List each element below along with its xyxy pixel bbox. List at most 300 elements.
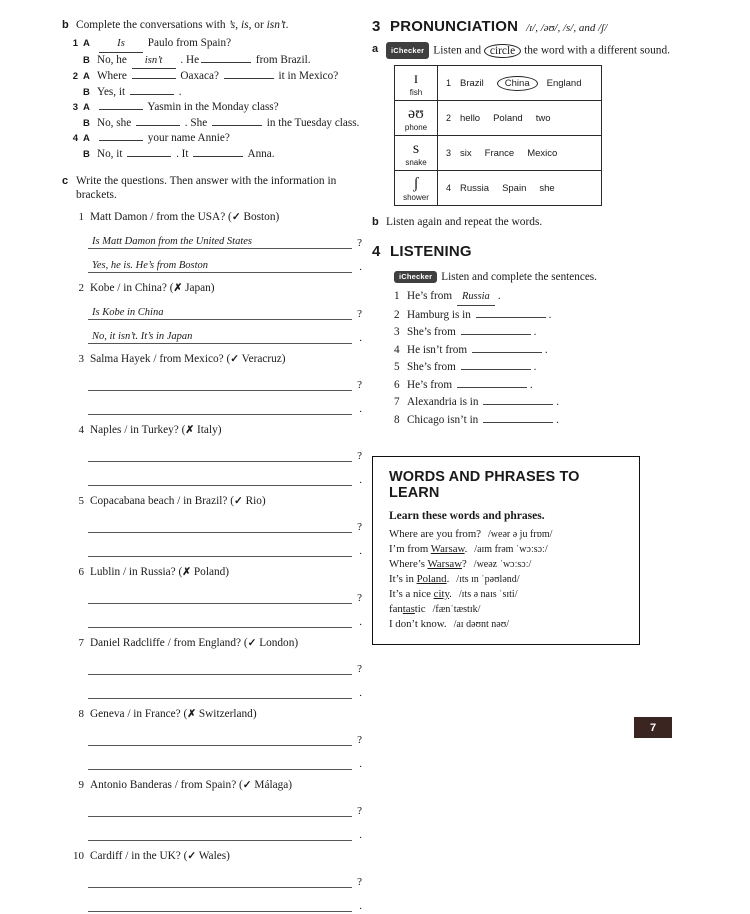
question-mark: ? (357, 379, 362, 391)
phonetic-transcription: /aɪm frəm ˈwɔːsɔː/ (474, 544, 548, 555)
conversation-speaker: A (83, 38, 90, 49)
question-item (62, 636, 362, 699)
text-fragment: . He (177, 53, 200, 66)
check-mark-icon: ✓ (231, 212, 241, 223)
instruction-italic-2: is (240, 19, 249, 31)
question-item (62, 707, 362, 770)
question-prompt-row (62, 210, 362, 225)
listening-number: 7 (394, 396, 400, 408)
listening-item (394, 358, 692, 376)
answer-blank[interactable] (193, 156, 243, 157)
period-mark: . (359, 332, 362, 344)
answer-blank[interactable]: isn’t (132, 53, 176, 70)
text-fragment: Anna. (245, 147, 275, 160)
question-item (62, 352, 362, 415)
check-mark-icon: ✓ (233, 496, 243, 507)
question-write-blank[interactable] (88, 519, 352, 533)
question-mark: ? (357, 876, 362, 888)
listening-text: He’s from (407, 378, 455, 391)
text-fragment: Where (97, 70, 130, 82)
listening-end-mark: . (556, 413, 559, 426)
conversation-line (62, 100, 362, 116)
listening-number: 4 (372, 243, 381, 260)
conversation-line (62, 85, 362, 101)
row-number: 1 (446, 77, 452, 88)
conversation-text (97, 147, 362, 163)
conversation-speaker: B (83, 54, 90, 66)
answer-write-blank[interactable] (88, 898, 352, 912)
listening-answer-blank[interactable] (476, 306, 546, 318)
conversation-line (62, 147, 362, 163)
check-mark-icon: ✓ (247, 638, 257, 649)
check-mark-icon: ✓ (242, 780, 252, 791)
pronunciation-b-letter: b (372, 216, 379, 228)
listening-end-mark: . (533, 326, 537, 338)
text-fragment: your name Annie? (145, 132, 230, 144)
exercise-b-letter: b (62, 19, 69, 31)
text-fragment: No, she (97, 116, 134, 129)
listening-answer-blank[interactable] (483, 411, 553, 423)
phrase-text: Where’s Warsaw? (389, 558, 467, 570)
question-answer-line (88, 873, 362, 888)
conversation-line (62, 36, 362, 53)
answer-blank[interactable] (130, 94, 174, 95)
listening-end-mark: . (529, 378, 533, 391)
pronunciation-table (394, 65, 602, 206)
period-mark: . (359, 616, 362, 628)
question-number: 8 (78, 708, 84, 720)
question-prompt: Daniel Radcliffe / from England? (✓ London) (90, 637, 299, 649)
question-write-blank[interactable]: Is Matt Damon from the United States (88, 235, 352, 249)
answer-blank[interactable] (201, 62, 251, 63)
answer-write-line (88, 897, 362, 912)
phrase-text: I don’t know. (389, 618, 447, 630)
conversation-text (97, 69, 362, 85)
question-prompt-row (62, 281, 362, 296)
answer-write-blank[interactable] (88, 472, 352, 486)
question-prompt: Naples / in Turkey? (✗ Italy) (90, 424, 222, 436)
conversation-number: 2 (72, 71, 78, 82)
question-write-blank[interactable] (88, 661, 352, 675)
check-mark-icon: ✗ (185, 425, 195, 436)
listening-text: She’s from (407, 361, 459, 373)
pronunciation-subtitle: /ɪ/, /əʊ/, /s/, and /ʃ/ (526, 22, 608, 34)
row-number: 3 (446, 147, 452, 158)
listening-end-mark: . (556, 396, 560, 408)
stress-underline: tas (402, 603, 415, 615)
question-prompt: Matt Damon / from the USA? (✓ Boston) (90, 211, 280, 223)
conversation-line (62, 131, 362, 147)
listening-number: 4 (394, 343, 400, 356)
question-item (62, 210, 362, 273)
pronunciation-row (395, 136, 602, 171)
question-mark: ? (357, 308, 362, 320)
answer-blank[interactable] (99, 140, 143, 141)
listening-item (394, 411, 692, 429)
question-write-blank[interactable] (88, 732, 352, 746)
answer-write-line (88, 542, 362, 557)
conversation-speaker: A (83, 133, 90, 144)
listening-text: She’s from (407, 326, 459, 338)
question-mark: ? (357, 663, 362, 675)
question-number: 3 (78, 353, 84, 365)
listening-number: 3 (394, 326, 400, 338)
instruction-mid-1: , (235, 19, 241, 31)
question-write-blank[interactable] (88, 590, 352, 604)
pronunciation-number: 3 (372, 18, 381, 35)
question-prompt-row (62, 423, 362, 438)
question-prompt-row (62, 352, 362, 367)
conversation-text (97, 100, 362, 116)
answer-write-line (88, 826, 362, 841)
pronunciation-heading (372, 18, 692, 35)
word-phrase-entry (389, 572, 625, 587)
word-option[interactable]: China (497, 76, 538, 91)
conversation-number: 3 (72, 102, 78, 113)
phrase-text: It’s in Poland. (389, 573, 450, 585)
text-fragment: Paulo from Spain? (145, 37, 232, 49)
listening-end-mark: . (533, 361, 537, 373)
phrase-text: I’m from Warsaw. (389, 543, 468, 555)
listening-number: 1 (394, 290, 400, 302)
question-number: 6 (78, 566, 84, 578)
period-mark: . (359, 687, 362, 699)
question-write-blank[interactable] (88, 448, 352, 462)
question-number: 7 (78, 637, 84, 649)
phonetic-transcription: /weəz ˈwɔːsɔː/ (473, 559, 532, 570)
question-mark: ? (357, 521, 362, 533)
answer-write-blank[interactable] (88, 756, 352, 770)
check-mark-icon: ✗ (187, 709, 197, 720)
text-fragment: Yasmin in the Monday class? (145, 101, 279, 113)
picture-label: phone (404, 123, 428, 132)
listening-item (394, 289, 692, 306)
answer-blank[interactable] (212, 125, 262, 126)
phonetic-transcription: /fænˈtæstɪk/ (432, 604, 481, 615)
question-mark: ? (357, 805, 362, 817)
question-prompt: Antonio Banderas / from Spain? (✓ Málaga) (90, 779, 293, 791)
check-mark-icon: ✗ (173, 283, 183, 294)
listening-text: Hamburg is in (407, 308, 474, 321)
word-choices-cell (438, 101, 602, 136)
words-box-entries (389, 527, 625, 632)
word-option[interactable]: six (460, 147, 472, 159)
text-fragment: No, he (97, 53, 130, 66)
word-option[interactable]: Poland (493, 112, 523, 124)
conversation-line (62, 53, 362, 70)
text-fragment: Yes, it (97, 85, 128, 98)
text-fragment: . She (181, 116, 210, 129)
word-phrase-entry (389, 527, 625, 542)
question-prompt: Cardiff / in the UK? (✓ Wales) (90, 850, 230, 862)
phonetic-transcription: /ɪts ɪn ˈpəʊlənd/ (456, 574, 520, 585)
text-fragment: it in Mexico? (275, 70, 339, 82)
pronunciation-part-b (372, 215, 692, 229)
question-number: 10 (73, 850, 84, 862)
listening-number: 6 (394, 378, 400, 391)
row-number: 4 (446, 182, 452, 193)
question-write-blank[interactable] (88, 377, 352, 391)
pronunciation-a-instruction (386, 42, 692, 59)
answer-write-line (88, 471, 362, 486)
listening-text: He isn’t from (407, 343, 470, 356)
question-prompt-row (62, 849, 362, 864)
question-mark: ? (357, 592, 362, 604)
sound-picture-cell (395, 101, 438, 136)
phrase-text: fantastic (389, 603, 426, 615)
phonetic-transcription: /weər ə ju frɒm/ (488, 529, 553, 540)
check-mark-icon: ✓ (230, 354, 240, 365)
listening-number: 8 (394, 413, 400, 426)
check-mark-icon: ✓ (187, 851, 197, 862)
word-option[interactable]: England (546, 77, 582, 89)
listening-item (394, 306, 692, 324)
answer-blank[interactable]: Is (99, 36, 143, 53)
left-column (62, 18, 362, 914)
stress-underline: Poland (416, 573, 447, 585)
pronunciation-b-instruction: Listen again and repeat the words. (386, 216, 543, 228)
listening-items-list (394, 289, 692, 428)
question-prompt-row (62, 636, 362, 651)
answer-write-line (88, 258, 362, 273)
word-option[interactable]: Brazil (460, 77, 484, 89)
sound-picture-cell (395, 136, 438, 171)
question-answer-line (88, 731, 362, 746)
word-option[interactable]: France (484, 147, 515, 159)
pronunciation-a-letter: a (372, 43, 379, 55)
conversation-line (62, 69, 362, 85)
word-phrase-entry (389, 602, 625, 617)
word-option[interactable]: Mexico (527, 147, 558, 159)
answer-blank[interactable] (132, 78, 176, 79)
listening-item (394, 376, 692, 394)
question-prompt: Geneva / in France? (✗ Switzerland) (90, 708, 257, 720)
instruction-italic-3: isn’t (266, 19, 286, 31)
phonetic-symbol: ɪ (413, 70, 419, 87)
pronunciation-row (395, 66, 602, 101)
answer-blank[interactable] (136, 125, 180, 126)
pronunciation-title: PRONUNCIATION (390, 18, 519, 35)
instruction-text-pre: Complete the conversations with (76, 19, 229, 31)
check-mark-icon: ✗ (182, 567, 192, 578)
question-number: 5 (78, 495, 84, 507)
conversation-line (62, 116, 362, 132)
exercise-b-header (62, 18, 362, 32)
conversation-text (97, 131, 362, 147)
question-answer-line (88, 234, 362, 249)
listening-end-mark: . (548, 308, 552, 321)
listening-item (394, 393, 692, 411)
answer-write-blank[interactable]: No, it isn’t. It’s in Japan (88, 330, 352, 344)
question-number: 1 (78, 211, 84, 223)
pronunciation-row (395, 171, 602, 206)
phrase-text: Where are you from? (389, 528, 482, 540)
listening-answer-blank[interactable] (461, 358, 531, 370)
answer-write-blank[interactable]: Yes, he is. He’s from Boston (88, 259, 352, 273)
pronunciation-row (395, 101, 602, 136)
answer-write-line (88, 329, 362, 344)
listen-instruction-post: the word with a different sound. (521, 44, 671, 57)
instruction-text-end: . (285, 19, 289, 31)
picture-label: snake (405, 158, 427, 167)
question-prompt-row (62, 778, 362, 793)
answer-write-blank[interactable] (88, 401, 352, 415)
circle-word-annotation: circle (484, 44, 521, 58)
period-mark: . (359, 758, 362, 770)
words-and-phrases-box (372, 456, 640, 645)
question-answer-line (88, 518, 362, 533)
question-answer-line (88, 660, 362, 675)
question-write-blank[interactable]: Is Kobe in China (88, 306, 352, 320)
question-prompt: Lublin / in Russia? (✗ Poland) (90, 566, 230, 578)
conversation-text (97, 85, 362, 101)
listening-title: LISTENING (390, 243, 472, 260)
instruction-italic-1: ’s (228, 19, 236, 31)
listening-answer-blank[interactable] (457, 376, 527, 388)
word-option[interactable]: two (535, 112, 551, 124)
conversation-speaker: A (83, 71, 90, 82)
listening-answer-blank[interactable] (461, 323, 531, 335)
question-number: 9 (78, 779, 84, 791)
conversation-speaker: B (83, 148, 90, 160)
question-number: 2 (78, 282, 84, 294)
listening-end-mark: . (497, 290, 501, 302)
answer-blank[interactable] (224, 78, 274, 79)
ichecker-badge-pronunciation[interactable]: iChecker (386, 42, 429, 59)
row-number: 2 (446, 112, 452, 123)
listening-item (394, 341, 692, 359)
text-fragment: . (175, 85, 182, 98)
question-answer-line (88, 802, 362, 817)
question-write-blank[interactable] (88, 874, 352, 888)
phonetic-symbol: əʊ (408, 105, 424, 122)
word-phrase-entry (389, 542, 625, 557)
answer-write-blank[interactable] (88, 543, 352, 557)
listening-answer-blank[interactable] (483, 393, 553, 405)
answer-blank[interactable] (99, 109, 143, 110)
sound-picture-cell (395, 171, 438, 206)
question-item (62, 494, 362, 557)
period-mark: . (359, 403, 362, 415)
write-questions-list (62, 210, 362, 912)
listening-instruction-row (394, 267, 692, 285)
conversations-list (62, 36, 362, 162)
question-answer-line (88, 589, 362, 604)
listening-answer-blank[interactable] (472, 341, 542, 353)
question-prompt-row (62, 707, 362, 722)
answer-write-line (88, 684, 362, 699)
word-choices-cell (438, 171, 602, 206)
text-fragment: in the Tuesday class. (263, 116, 360, 129)
question-prompt: Salma Hayek / from Mexico? (✓ Veracruz) (90, 353, 286, 365)
words-box-title: WORDS AND PHRASES TO LEARN (389, 469, 580, 501)
question-prompt-row (62, 565, 362, 580)
phrase-text: It’s a nice city. (389, 588, 452, 600)
question-answer-line (88, 376, 362, 391)
text-fragment: Oaxaca? (177, 70, 222, 82)
answer-write-blank[interactable] (88, 614, 352, 628)
stress-underline: Warsaw (430, 543, 465, 555)
stress-underline: Warsaw (427, 558, 462, 570)
conversation-speaker: A (83, 102, 90, 113)
question-write-blank[interactable] (88, 803, 352, 817)
listening-text: Chicago isn’t in (407, 413, 482, 426)
listen-instruction-pre: Listen and (433, 44, 484, 57)
period-mark: . (359, 545, 362, 557)
answer-write-blank[interactable] (88, 685, 352, 699)
phonetic-transcription: /ɪts ə naɪs ˈsɪti/ (458, 589, 518, 600)
page-number: 7 (634, 717, 672, 738)
word-choices-cell (438, 136, 602, 171)
question-mark: ? (357, 450, 362, 462)
period-mark: . (359, 261, 362, 273)
question-item (62, 281, 362, 344)
word-phrase-entry (389, 557, 625, 572)
listening-end-mark: . (544, 343, 548, 356)
exercise-b-instruction (76, 18, 362, 32)
phonetic-transcription: /aɪ dəʊnt nəʊ/ (453, 619, 509, 630)
conversation-text (97, 36, 362, 53)
picture-label: shower (403, 193, 429, 202)
conversation-number: 1 (72, 38, 78, 49)
right-column (372, 18, 692, 428)
period-mark: . (359, 900, 362, 912)
answer-write-blank[interactable] (88, 827, 352, 841)
ichecker-badge-listening[interactable]: iChecker (394, 271, 437, 283)
question-item (62, 778, 362, 841)
question-prompt-row (62, 494, 362, 509)
conversation-speaker: B (83, 86, 90, 98)
listening-instruction: Listen and complete the sentences. (441, 271, 597, 283)
exercise-c-letter: c (62, 175, 69, 187)
listening-answer-blank[interactable]: Russia (457, 289, 495, 306)
question-prompt: Kobe / in China? (✗ Japan) (90, 282, 215, 294)
exercise-c-instruction: Write the questions. Then answer with the information in brackets. (76, 175, 337, 201)
word-option[interactable]: hello (460, 112, 481, 124)
text-fragment: No, it (97, 147, 126, 160)
listening-number: 2 (394, 308, 400, 321)
pronunciation-part-a (372, 42, 692, 59)
word-option[interactable]: she (539, 182, 555, 194)
conversation-number: 4 (72, 133, 78, 144)
listening-heading (372, 243, 692, 260)
answer-blank[interactable] (127, 156, 171, 157)
word-option[interactable]: Spain (502, 182, 527, 194)
word-phrase-entry (389, 587, 625, 602)
conversation-text (97, 53, 362, 70)
exercise-c-header (62, 174, 362, 202)
conversation-text (97, 116, 362, 132)
question-prompt: Copacabana beach / in Brazil? (✓ Rio) (90, 495, 266, 507)
question-answer-line (88, 305, 362, 320)
question-mark: ? (357, 237, 362, 249)
word-option[interactable]: Russia (460, 182, 490, 194)
picture-label: fish (409, 88, 423, 97)
listening-item (394, 323, 692, 341)
sound-picture-cell (395, 66, 438, 101)
answer-write-line (88, 613, 362, 628)
words-box-subtitle: Learn these words and phrases. (389, 510, 545, 522)
conversation-speaker: B (83, 117, 90, 129)
question-mark: ? (357, 734, 362, 746)
text-fragment: . It (173, 147, 192, 160)
listening-text: He’s from (407, 290, 455, 302)
period-mark: . (359, 474, 362, 486)
question-answer-line (88, 447, 362, 462)
listening-number: 5 (394, 361, 400, 373)
phonetic-symbol: ʃ (413, 175, 419, 192)
word-choices-cell (438, 66, 602, 101)
